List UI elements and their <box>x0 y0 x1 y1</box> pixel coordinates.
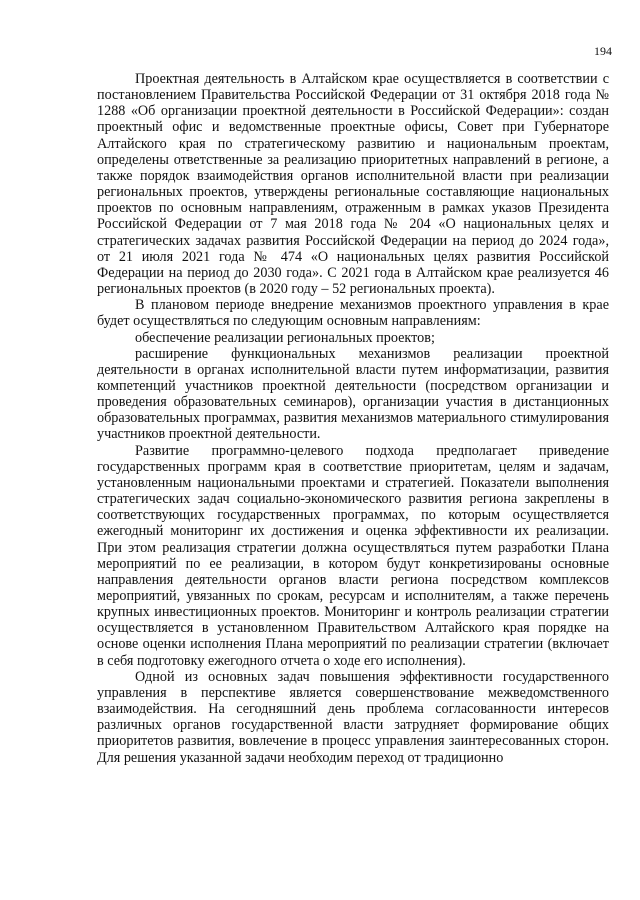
paragraph-list-item-mechanisms: расширение функциональных механизмов реализации проектной деятельности в органах исполнительной власти путем информатизации, развития компетенций участников проектной деятельности (посредством организации и проведения образовательных семинаров), организации участия в дистанционных образовательных программах, развития механизмов материального стимулирования участников проектной деятельности. <box>97 345 609 443</box>
paragraph-project-activity: Проектная деятельность в Алтайском крае осуществляется в соответствии с постановлением Правительства Российской Федерации от 31 октября 2018 года № 1288 «Об организации проектной деятельности в Российской Федерации»: создан проектный офис и ведомственные проектные офисы, Совет при Губернаторе Алтайского края по стратегическому развитию и национальным проектам, определены ответственные за реализацию приоритетных направлений в регионе, а также порядок взаимодействия органов исполнительной власти при реализации региональных проектов, утверждены региональные составляющие национальных проектов по основным направлениям, отраженным в рамках указов Президента Российской Федерации от 7 мая 2018 года № 204 «О национальных целях и стратегических задачах развития Российской Федерации на период до 2024 года», от 21 июля 2021 года № 474 «О национальных целях развития Российской Федерации на период до 2030 года». С 2021 года в Алтайском крае реализуется 46 региональных проектов (в 2020 году – 52 региональных проекта). <box>97 71 609 298</box>
body-text <box>97 71 609 766</box>
paragraph-interagency-interaction: Одной из основных задач повышения эффективности государственного управления в перспективе является совершенствование межведомственного взаимодействия. На сегодняшний день проблема согласованности интересов различных органов государственной власти затрудняет формирование общих приоритетов развития, вовлечение в процесс управления заинтересованных сторон. Для решения указанной задачи необходим переход от традиционно <box>97 668 609 766</box>
paragraph-program-target-approach: Развитие программно-целевого подхода предполагает приведение государственных программ края в соответствие приоритетам, целям и задачам, установленным национальными проектами и стратегией. Показатели выполнения стратегических задач социально-экономического развития региона закреплены в соответствующих государственных программах, по которым осуществляется ежегодный мониторинг их достижения и оценка эффективности их реализации. При этом реализация стратегии должна осуществляться путем разработки Плана мероприятий по ее реализации, в котором будут конкретизированы основные направления деятельности органов власти региона посредством комплексов мероприятий, увязанных по срокам, ресурсам и исполнителям, а также перечень крупных инвестиционных проектов. Мониторинг и контроль реализации стратегии осуществляется в установленном Правительством Алтайского края порядке на основе оценки исполнения Плана мероприятий по реализации стратегии (включает в себя подготовку ежегодного отчета о ходе его исполнения). <box>97 442 609 669</box>
page-number: 194 <box>594 44 612 58</box>
paragraph-planning-period: В плановом периоде внедрение механизмов проектного управления в крае будет осуществляться по следующим основным направлениям: <box>97 297 609 330</box>
paragraph-list-item-regional-projects: обеспечение реализации региональных проектов; <box>135 329 435 346</box>
